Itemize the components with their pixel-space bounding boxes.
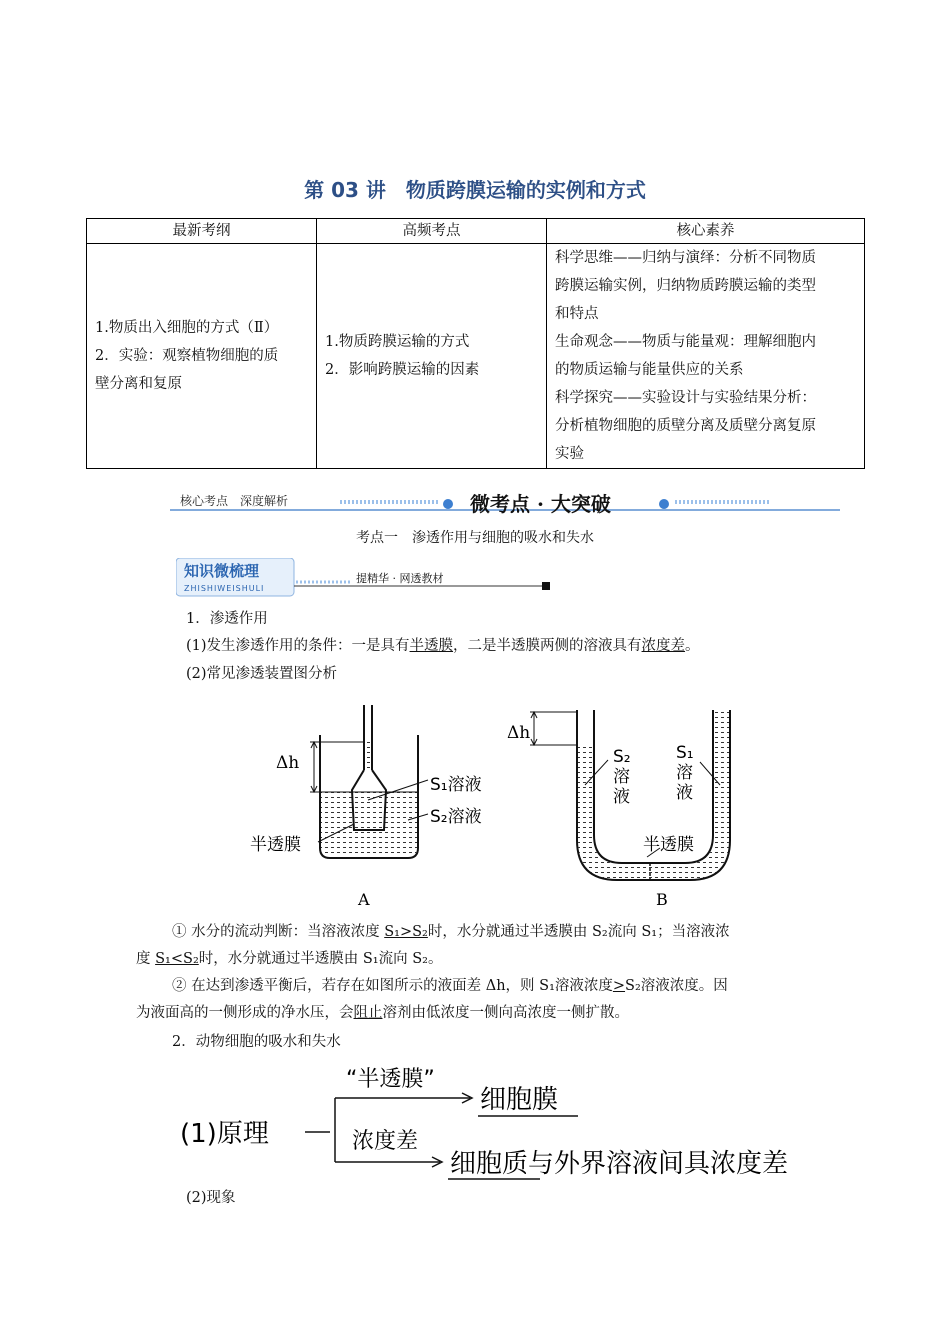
underlined-term: S₁<S₂ (155, 951, 199, 967)
literacy-line: 和特点 (555, 306, 599, 322)
literacy-line: 科学思维——归纳与演绎：分析不同物质 (555, 250, 816, 266)
text-span: ，二是半透膜两侧的溶液具有 (453, 638, 642, 654)
outline-table (86, 218, 865, 469)
paragraph-device-analysis: (2)常见渗透装置图分析 (186, 666, 338, 682)
paragraph-osmosis-heading: 1．渗透作用 (186, 611, 268, 627)
page-title: 第 03 讲 物质跨膜运输的实例和方式 (304, 178, 646, 202)
flow-bottom-key: 浓度差 (352, 1129, 419, 1154)
paragraph-phenomenon: (2)现象 (186, 1190, 236, 1206)
knowledge-box-title: 知识微梳理 (184, 562, 260, 580)
text-span: 。 (685, 638, 700, 654)
text-span: 为液面高的一侧形成的净水压，会 (136, 1005, 354, 1021)
principle-flow-diagram (180, 1060, 860, 1185)
paragraph-water-flow-2 (136, 947, 442, 971)
knowledge-box-subtitle: ZHISHIWEISHULI (184, 584, 265, 593)
text-span: 溶剂由低浓度一侧向高浓度一侧扩散。 (382, 1005, 629, 1021)
principle-label: (1)原理 (180, 1119, 269, 1149)
knowledge-box (176, 558, 552, 602)
banner-title: 微考点 · 大突破 (470, 492, 611, 516)
literacy-line: 实验 (555, 446, 584, 462)
literacy-line: 生命观念——物质与能量观：理解细胞内 (555, 334, 816, 350)
paragraph-equilibrium-1 (172, 974, 728, 998)
osmosis-device-figure (240, 700, 740, 915)
s1-vertical-line1: S₁ (676, 743, 694, 763)
figure-a-label: A (358, 890, 370, 909)
text-span: ① 水分的流动判断：当溶液浓度 (172, 924, 385, 940)
s2-vertical-line1: S₂ (613, 747, 631, 767)
text-span: (1)发生渗透作用的条件：一是具有 (186, 638, 410, 654)
section-title: 考点一 渗透作用与细胞的吸水和失水 (356, 530, 594, 546)
underlined-term: 半透膜 (409, 638, 454, 654)
syllabus-line: 2．实验：观察植物细胞的质 (95, 348, 279, 364)
s1-vertical-line3: 液 (676, 783, 693, 803)
text-span: 时，水分就通过半透膜由 S₂流向 S₁；当溶液浓 (427, 924, 730, 940)
key-points-cell (317, 244, 547, 469)
literacy-line: 科学探究——实验设计与实验结果分析： (555, 390, 816, 406)
literacy-line: 跨膜运输实例，归纳物质跨膜运输的类型 (555, 278, 816, 294)
knowledge-box-right: 提精华 · 网透教材 (356, 572, 444, 585)
flow-bottom-value: 细胞质与外界溶液间具浓度差 (450, 1149, 789, 1179)
literacy-line: 分析植物细胞的质壁分离及质壁分离复原 (555, 418, 816, 434)
device-b (530, 710, 730, 880)
key-point-line: 1.物质跨膜运输的方式 (325, 334, 470, 350)
underlined-term: S₁>S₂ (384, 924, 428, 940)
header-literacy: 核心素养 (547, 219, 865, 244)
header-syllabus: 最新考纲 (87, 219, 317, 244)
flow-top-value: 细胞膜 (480, 1085, 559, 1115)
delta-h-label-a: Δh (276, 753, 300, 773)
syllabus-line: 壁分离和复原 (95, 376, 182, 392)
s1-vertical-line2: 溶 (676, 763, 693, 783)
device-a (310, 705, 428, 858)
s1-solution-label: S₁溶液 (430, 775, 482, 795)
syllabus-cell (87, 244, 317, 469)
figure-b-label: B (656, 890, 668, 909)
s2-vertical-line3: 液 (613, 787, 630, 807)
section-banner (170, 490, 840, 520)
literacy-line: 的物质运输与能量供应的关系 (555, 362, 744, 378)
underlined-term: 阻止 (353, 1005, 383, 1021)
text-span: 时，水分就通过半透膜由 S₁流向 S₂。 (198, 951, 443, 967)
delta-h-label-b: Δh (507, 723, 531, 743)
s2-vertical-line2: 溶 (613, 767, 630, 787)
flow-top-key: “半透膜” (346, 1067, 435, 1092)
membrane-label-a: 半透膜 (250, 835, 301, 855)
literacy-cell (547, 244, 865, 469)
paragraph-osmosis-condition (186, 634, 700, 658)
banner-left-text: 核心考点 深度解析 (180, 494, 289, 508)
paragraph-equilibrium-2 (136, 1001, 629, 1025)
text-span: ② 在达到渗透平衡后，若存在如图所示的液面差 Δh，则 S₁溶液浓度 (172, 978, 613, 994)
header-key-points: 高频考点 (317, 219, 547, 244)
key-point-line: 2．影响跨膜运输的因素 (325, 362, 480, 378)
paragraph-water-flow-1 (172, 920, 730, 944)
text-span: S₂溶液浓度。因 (625, 978, 728, 994)
underlined-term: 浓度差 (641, 638, 686, 654)
membrane-label-b: 半透膜 (643, 835, 694, 855)
paragraph-animal-cell-heading: 2．动物细胞的吸水和失水 (172, 1034, 341, 1050)
underlined-term: > (612, 978, 626, 994)
syllabus-line: 1.物质出入细胞的方式（Ⅱ） (95, 320, 279, 336)
s2-solution-label: S₂溶液 (430, 807, 482, 827)
text-span: 度 (136, 951, 156, 967)
